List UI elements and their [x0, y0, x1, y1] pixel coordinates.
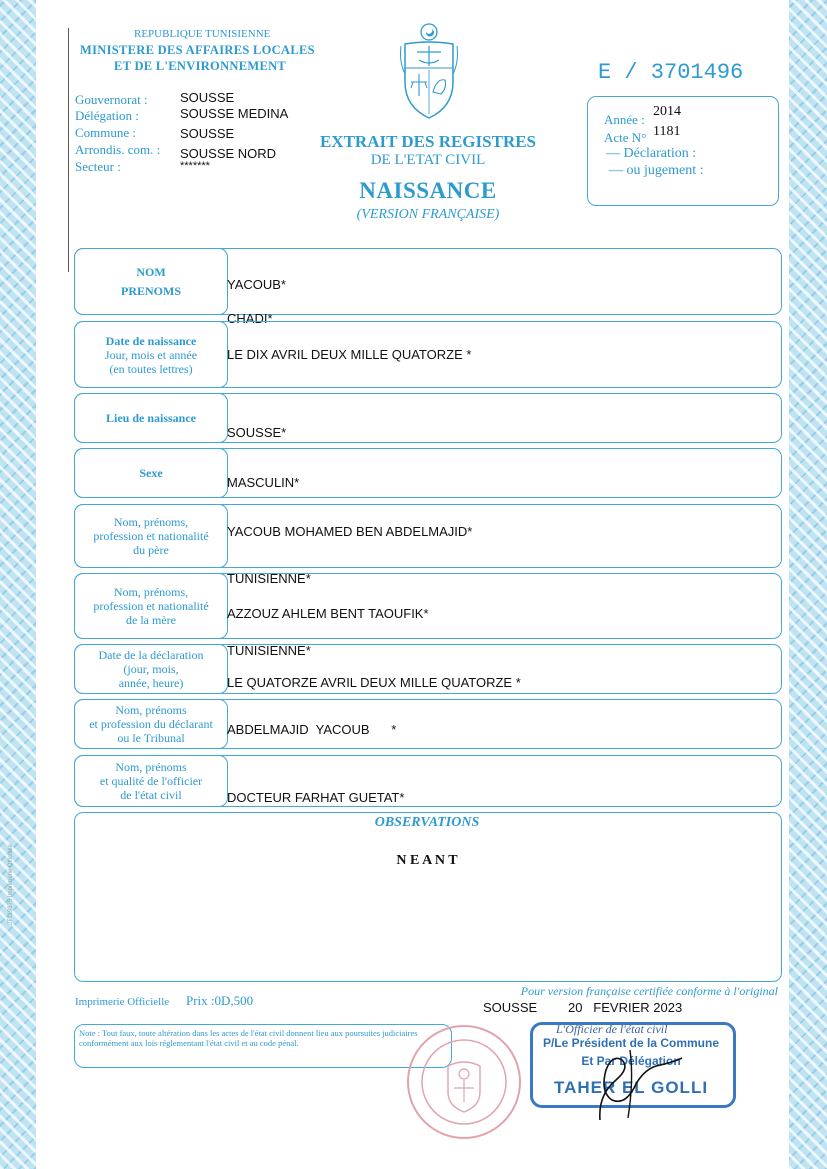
decl-date-label-1: Date de la déclaration	[98, 648, 204, 662]
delegation-value: SOUSSE MEDINA	[180, 106, 289, 121]
decl-date-value: LE QUATORZE AVRIL DEUX MILLE QUATORZE *	[227, 675, 521, 690]
sexe-label-cell	[74, 448, 228, 498]
dob-label-title: Date de naissance	[105, 333, 197, 348]
sexe-label: Sexe	[139, 466, 163, 480]
header-divider	[68, 28, 69, 272]
mere-label-1: Nom, prénoms,	[113, 585, 189, 599]
pere-value: YACOUB MOHAMED BEN ABDELMAJID*	[227, 524, 473, 539]
title-extrait: EXTRAIT DES REGISTRES	[319, 132, 537, 151]
printer-label: Imprimerie Officielle	[75, 996, 170, 1008]
serial-number: E / 3701496	[598, 60, 744, 85]
dob-label-cell	[74, 321, 228, 388]
delegation-label: Délégation :	[75, 108, 139, 123]
jugement-label: — ou jugement :	[609, 163, 704, 178]
officier-label-2: et qualité de l'officier	[99, 774, 203, 788]
arrondissement-label: Arrondis. com. :	[75, 142, 161, 157]
decl-date-label-cell	[74, 644, 228, 694]
mere-label-2: profession et nationalité	[93, 599, 209, 613]
officier-label-3: de l'état civil	[120, 788, 182, 802]
officier-label-1: Nom, prénoms	[115, 760, 187, 774]
dob-label-sub1: Jour, mois et année	[104, 347, 198, 362]
pere-label-3: du père	[133, 543, 169, 557]
certification-text: Pour version française certifiée conforme à l'original	[520, 984, 778, 998]
officer-caption: L'Officier de l'état civil	[556, 1022, 668, 1036]
dob-label-sub2: (en toutes lettres)	[109, 361, 193, 376]
declarant-value: ABDELMAJID YACOUB *	[227, 722, 397, 737]
right-border-pattern	[789, 0, 827, 1169]
observations-title: OBSERVATIONS	[374, 815, 480, 830]
acte-value: 1181	[653, 124, 681, 139]
stamp-name: TAHER EL GOLLI	[553, 1078, 709, 1097]
arrondissement-value: SOUSSE NORD	[180, 146, 277, 161]
sexe-value: MASCULIN*	[227, 475, 300, 490]
nom-value: YACOUB*	[227, 277, 286, 292]
commune-label: Commune :	[75, 125, 137, 140]
mere-nationalite: TUNISIENNE*	[227, 643, 311, 658]
annee-value: 2014	[653, 104, 681, 119]
issue-date: 20 FEVRIER 2023	[568, 1000, 683, 1015]
commune-value: SOUSSE	[180, 126, 235, 141]
declarant-label-2: et profession du déclarant	[89, 717, 213, 731]
observations-value: N E A N T	[396, 853, 458, 868]
declarant-label-cell	[74, 699, 228, 749]
stamp-line-1: P/Le Président de la Commune	[542, 1036, 720, 1050]
secteur-value: *******	[180, 160, 210, 172]
annee-label: Année :	[604, 112, 645, 127]
decl-date-label-2: (jour, mois,	[123, 662, 179, 676]
title-naissance: NAISSANCE	[359, 178, 497, 203]
officier-value: DOCTEUR FARHAT GUETAT*	[227, 790, 405, 805]
handwritten-signature	[582, 1040, 702, 1130]
republic-label: REPUBLIQUE TUNISIENNE	[134, 28, 271, 40]
pere-nationalite: TUNISIENNE*	[227, 571, 311, 586]
pere-label-2: profession et nationalité	[93, 529, 209, 543]
stamp-line-2: Et Par Délégation	[581, 1054, 681, 1068]
mere-value: AZZOUZ AHLEM BENT TAOUFIK*	[227, 606, 429, 621]
lieu-value: SOUSSE*	[227, 425, 287, 440]
dob-value: LE DIX AVRIL DEUX MILLE QUATORZE *	[227, 347, 472, 362]
decl-date-label-3: année, heure)	[118, 676, 184, 690]
declarant-label-3: ou le Tribunal	[117, 731, 185, 745]
officier-label-cell	[74, 755, 228, 807]
ministry-line-2: ET DE L'ENVIRONNEMENT	[114, 59, 287, 73]
lieu-label-cell	[74, 393, 228, 443]
nom-label: NOM	[136, 265, 166, 279]
prenoms-label: PRENOMS	[121, 284, 181, 298]
legal-note-text: Note : Tout faux, toute altération dans les actes de l'état civil donnent lieu aux poursuites judiciaires conformément aux lois réglementant l'état civil et au code pénal.	[79, 1028, 418, 1048]
pere-label-1: Nom, prénoms,	[113, 515, 189, 529]
side-print-code: JT119875 Imprimerie Officielle	[8, 844, 14, 925]
gouvernorat-label: Gouvernorat :	[75, 92, 148, 107]
observations-box	[74, 812, 782, 982]
issue-place: SOUSSE	[483, 1000, 538, 1015]
coat-of-arms-emblem	[397, 22, 461, 122]
acte-label: Acte N°	[604, 130, 647, 145]
price-label: Prix :0D,500	[186, 993, 254, 1008]
declaration-label: — Déclaration :	[606, 146, 697, 161]
secteur-label: Secteur :	[75, 159, 121, 174]
left-border-pattern	[0, 0, 36, 1169]
declarant-label-1: Nom, prénoms	[115, 703, 187, 717]
mere-label-3: de la mère	[126, 613, 176, 627]
title-etat-civil: DE L'ETAT CIVIL	[370, 152, 486, 168]
gouvernorat-value: SOUSSE	[180, 90, 235, 105]
ministry-line-1: MINISTERE DES AFFAIRES LOCALES	[80, 43, 315, 57]
municipal-round-seal	[404, 1022, 524, 1142]
prenoms-value: CHADI*	[227, 311, 273, 326]
nom-label-cell	[74, 248, 228, 315]
mere-label-cell	[74, 573, 228, 639]
lieu-label: Lieu de naissance	[105, 411, 196, 425]
pere-label-cell	[74, 504, 228, 568]
title-version: (VERSION FRANÇAISE)	[356, 207, 500, 222]
